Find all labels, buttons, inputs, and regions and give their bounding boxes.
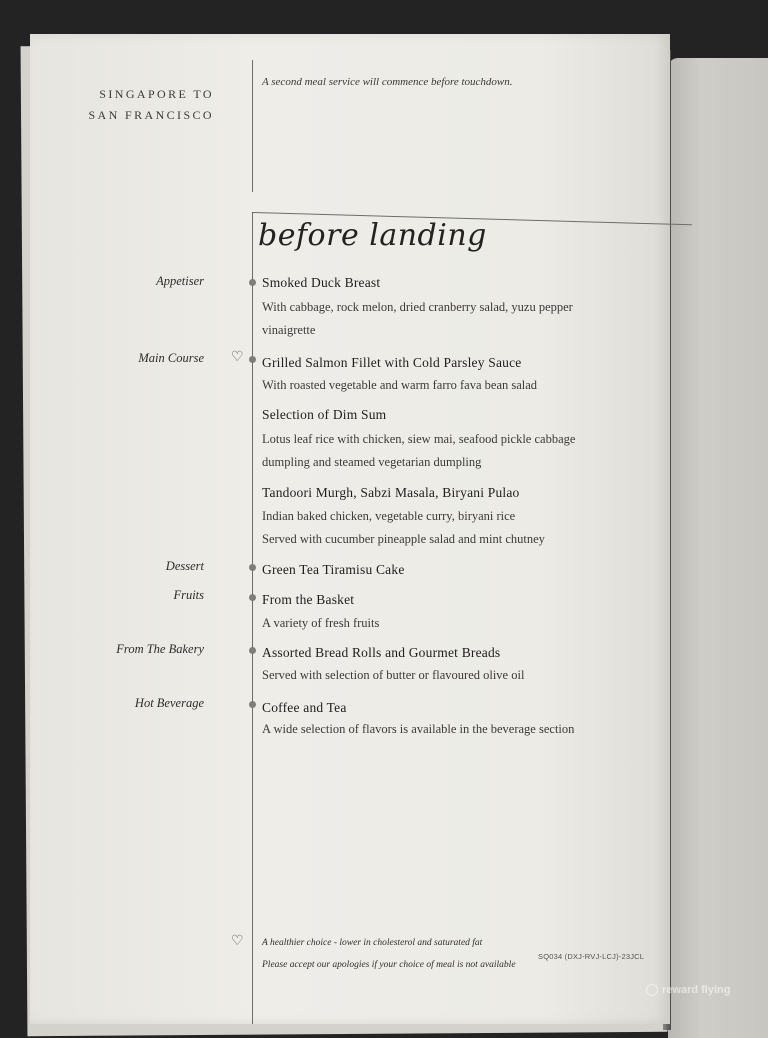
dish-title-bread-rolls: Assorted Bread Rolls and Gourmet Breads — [262, 645, 501, 660]
dish-desc-coffee-and-tea — [262, 718, 622, 741]
apology-note: Please accept our apologies if your choice of meal is not available — [262, 960, 516, 970]
timeline-dot — [249, 279, 256, 286]
dish-title-smoked-duck: Smoked Duck Breast — [262, 275, 381, 290]
watermark-logo-icon — [646, 984, 658, 996]
category-dessert: Dessert — [165, 559, 204, 573]
timeline-dot — [249, 564, 256, 571]
dish-desc-from-the-basket — [262, 612, 622, 635]
route-origin: SINGAPORE TO — [99, 87, 214, 101]
divider-vertical-main — [252, 212, 253, 1024]
healthy-choice-legend: A healthier choice - lower in cholesterol and saturated fat — [262, 938, 483, 948]
dish-desc-line: Lotus leaf rice with chicken, siew mai, seafood pickle cabbage — [262, 432, 576, 446]
watermark-text: reward flying — [662, 984, 731, 996]
dish-title-tandoori-murgh: Tandoori Murgh, Sabzi Masala, Biryani Pulao — [262, 485, 520, 500]
watermark — [646, 984, 730, 996]
dish-desc-line: A variety of fresh fruits — [262, 616, 380, 630]
dish-desc-line: vinaigrette — [262, 323, 316, 337]
section-title: before landing — [258, 218, 487, 253]
dish-title-coffee-and-tea: Coffee and Tea — [262, 700, 347, 715]
category-main-course: Main Course — [138, 351, 204, 365]
dish-desc-line: With roasted vegetable and warm farro fava bean salad — [262, 378, 538, 392]
divider-vertical-top — [252, 60, 253, 192]
dish-title-from-the-basket: From the Basket — [262, 592, 355, 607]
heart-outline-icon: ♡ — [231, 933, 244, 949]
route-destination: SAN FRANCISCO — [88, 108, 214, 122]
category-hot-beverage: Hot Beverage — [134, 696, 204, 710]
dish-desc-line: Indian baked chicken, vegetable curry, biryani rice — [262, 509, 516, 523]
timeline-dot — [249, 594, 256, 601]
timeline-dot — [249, 647, 256, 654]
next-page-edge — [668, 58, 768, 1038]
route-label — [54, 84, 214, 126]
menu-code: SQ034 (DXJ-RVJ-LCJ)-23JCL — [538, 952, 645, 961]
dish-desc-grilled-salmon — [262, 374, 622, 397]
timeline-dot — [249, 356, 256, 363]
dish-desc-tandoori-murgh — [262, 505, 622, 551]
meal-service-notice: A second meal service will commence before touchdown. — [262, 76, 513, 88]
menu-page — [30, 34, 670, 1024]
dish-desc-smoked-duck — [262, 296, 622, 342]
dish-desc-line: A wide selection of flavors is available in the beverage section — [262, 722, 575, 736]
timeline-dot — [249, 701, 256, 708]
heart-outline-icon: ♡ — [231, 349, 244, 365]
category-appetiser: Appetiser — [156, 274, 204, 288]
dish-title-grilled-salmon: Grilled Salmon Fillet with Cold Parsley Sauce — [262, 355, 522, 370]
category-from-the-bakery: From The Bakery — [116, 642, 204, 656]
dish-desc-line: Served with selection of butter or flavoured olive oil — [262, 668, 525, 682]
dish-desc-dim-sum — [262, 428, 622, 474]
dish-desc-line: Served with cucumber pineapple salad and mint chutney — [262, 532, 545, 546]
dish-desc-bread-rolls — [262, 664, 622, 687]
dish-desc-line: dumpling and steamed vegetarian dumpling — [262, 455, 482, 469]
dish-title-green-tea-tiramisu: Green Tea Tiramisu Cake — [262, 562, 405, 577]
dish-desc-line: With cabbage, rock melon, dried cranberry salad, yuzu pepper — [262, 300, 573, 314]
category-fruits: Fruits — [173, 588, 204, 602]
dish-title-dim-sum: Selection of Dim Sum — [262, 407, 387, 422]
